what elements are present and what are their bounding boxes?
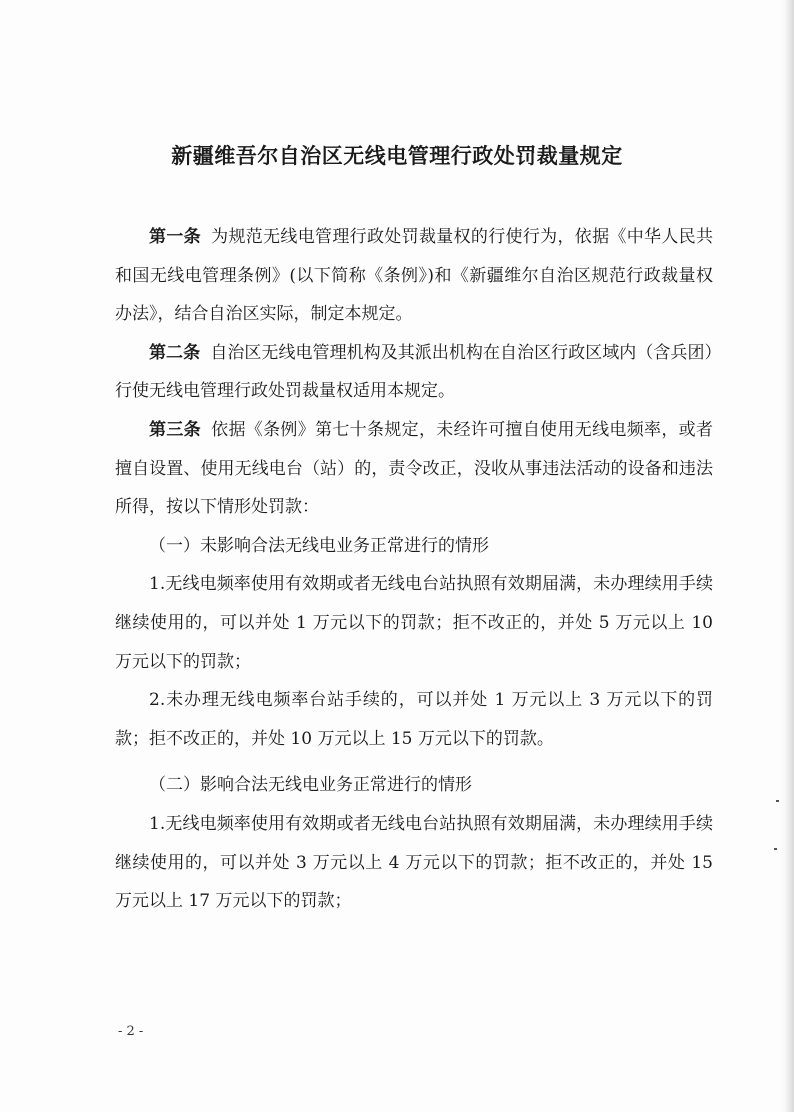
article-2-text: 自治区无线电管理机构及其派出机构在自治区行政区域内（含兵团）行使无线电管理行政处罚裁量权适用本规定。: [115, 342, 714, 402]
article-3-text: 依据《条例》第七十条规定，未经许可擅自使用无线电频率，或者擅自设置、使用无线电台（站）的，责令改正，没收从事违法活动的设备和违法所得，按以下情形处罚款：: [115, 419, 714, 518]
scan-speck: [776, 800, 779, 802]
article-3: [115, 411, 713, 527]
section-gap: [115, 758, 713, 766]
article-3-label: 第三条: [149, 419, 201, 440]
section-2-item-1: 1.无线电频率使用有效期或者无线电台站执照有效期届满，未办理续用手续继续使用的，可以并处 3 万元以上 4 万元以下的罚款；拒不改正的，并处 15 万元以上 17 万元以下的罚款；: [115, 813, 713, 912]
document-body: [115, 218, 713, 921]
article-1: [115, 218, 713, 334]
section-2-heading: （二）影响合法无线电业务正常进行的情形: [149, 775, 472, 796]
page-number: - 2 -: [118, 1024, 144, 1039]
document-title: 新疆维吾尔自治区无线电管理行政处罚裁量规定: [171, 143, 623, 168]
article-2: [115, 334, 713, 411]
article-1-text: 为规范无线电管理行政处罚裁量权的行使行为，依据《中华人民共和国无线电管理条例》(以下简称《条例》)和《新疆维尔自治区规范行政裁量权办法》，结合自治区实际，制定本规定。: [115, 227, 714, 325]
scan-speck: [774, 848, 777, 850]
section-1-item-1: 1.无线电频率使用有效期或者无线电台站执照有效期届满，未办理续用手续继续使用的，可以并处 1 万元以下的罚款；拒不改正的，并处 5 万元以上 10 万元以下的罚款；: [115, 574, 713, 672]
section-1-item-2: 2.未办理无线电频率台站手续的，可以并处 1 万元以上 3 万元以下的罚款；拒不改正的，并处 10 万元以上 15 万元以下的罚款。: [115, 690, 713, 749]
article-1-label: 第一条: [149, 227, 201, 247]
section-1-heading: （一）未影响合法无线电业务正常进行的情形: [149, 535, 489, 556]
article-2-label: 第二条: [149, 342, 201, 363]
